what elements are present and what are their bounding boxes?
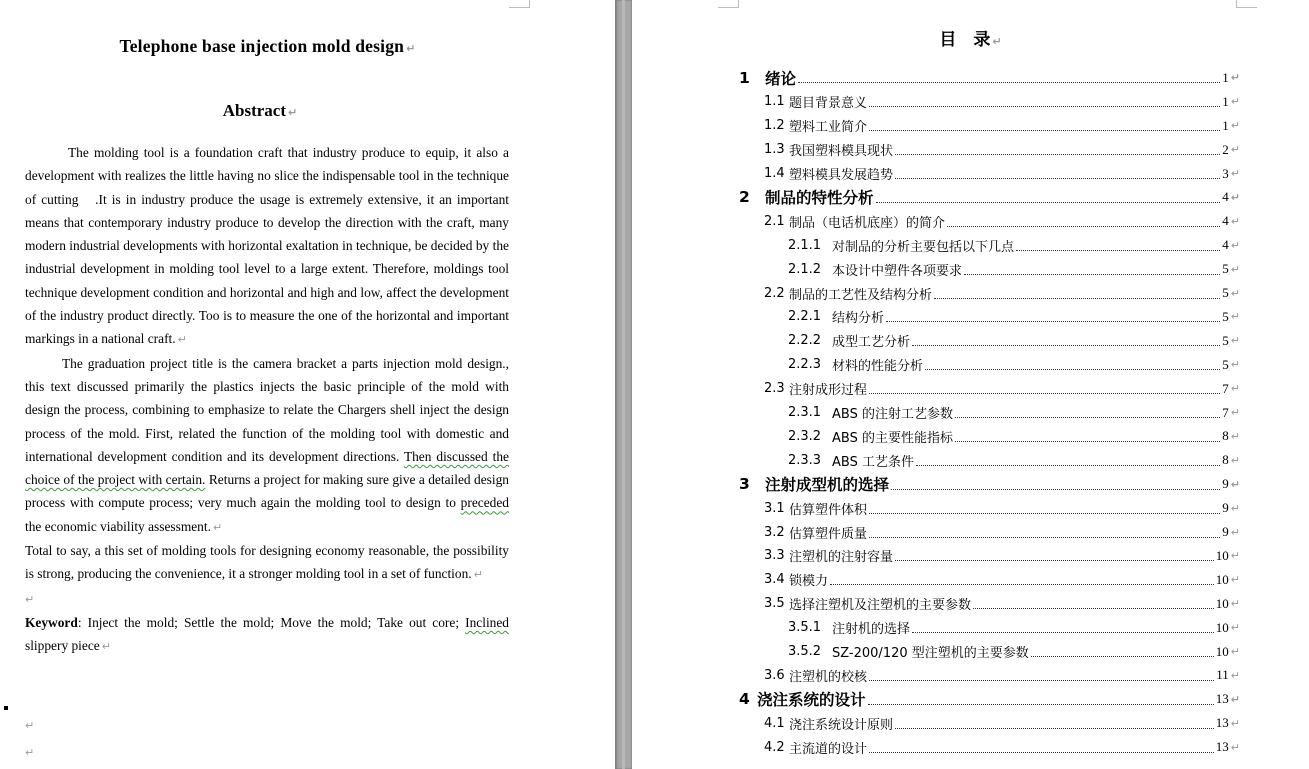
toc-entry-title: 本设计中塑件各项要求 bbox=[832, 263, 963, 279]
toc-entry[interactable] bbox=[788, 448, 1240, 472]
toc-dot-leader bbox=[876, 202, 1221, 203]
toc-dot-leader bbox=[955, 441, 1220, 442]
toc-entry-title: 制品的工艺性及结构分析 bbox=[789, 287, 933, 303]
empty-paragraph: ↵ bbox=[25, 746, 35, 759]
toc-page-number: 4 bbox=[1222, 237, 1229, 253]
toc-page-number: 7 bbox=[1222, 380, 1229, 396]
paragraph-mark: ↵ bbox=[1230, 429, 1240, 443]
paragraph-mark: ↵ bbox=[1230, 214, 1240, 228]
toc-entry[interactable] bbox=[788, 329, 1240, 353]
paragraph-mark: ↵ bbox=[1230, 167, 1240, 181]
toc-entry-number: 3.5.2 bbox=[788, 644, 822, 660]
toc-dot-leader bbox=[869, 752, 1214, 753]
toc-entry-title: ABS 工艺条件 bbox=[832, 454, 914, 470]
toc-entry[interactable] bbox=[788, 353, 1240, 377]
toc-dot-leader bbox=[1031, 656, 1214, 657]
right-document-page[interactable] bbox=[632, 0, 1309, 769]
toc-page-number: 3 bbox=[1222, 165, 1229, 181]
toc-entry[interactable] bbox=[764, 377, 1240, 401]
page-gap bbox=[615, 0, 632, 769]
toc-entry-number: 3.1 bbox=[764, 500, 785, 516]
toc-dot-leader bbox=[912, 345, 1220, 346]
toc-page-number: 13 bbox=[1215, 739, 1229, 755]
toc-page-number: 5 bbox=[1222, 332, 1229, 348]
toc-entry-title: ABS 的注射工艺参数 bbox=[832, 407, 953, 423]
toc-entry-number: 2.3.3 bbox=[788, 452, 822, 468]
toc-entry[interactable] bbox=[764, 496, 1240, 520]
toc-entry[interactable] bbox=[764, 520, 1240, 544]
toc-entry-title: 主流道的设计 bbox=[789, 741, 868, 757]
paragraph-mark: ↵ bbox=[1230, 692, 1240, 706]
toc-page-number: 8 bbox=[1222, 428, 1229, 444]
paragraph-mark: ↵ bbox=[1230, 525, 1240, 539]
toc-dot-leader bbox=[934, 298, 1220, 299]
toc-entry-title: 制品（电话机底座）的简介 bbox=[789, 215, 946, 231]
paragraph-mark: ↵ bbox=[1230, 382, 1240, 396]
page-corner-mark bbox=[509, 0, 530, 8]
toc-dot-leader bbox=[947, 226, 1220, 227]
toc-page-number: 1 bbox=[1222, 93, 1229, 109]
page-corner-mark bbox=[718, 0, 739, 8]
paragraph-mark: ↵ bbox=[1230, 501, 1240, 515]
toc-dot-leader bbox=[895, 560, 1214, 561]
toc-page-number: 5 bbox=[1222, 285, 1229, 301]
toc-entry-title: 塑料工业简介 bbox=[789, 120, 868, 136]
toc-entry[interactable] bbox=[764, 281, 1240, 305]
toc-entry-number: 2.1.2 bbox=[788, 261, 822, 277]
toc-dot-leader bbox=[830, 584, 1214, 585]
toc-page-number: 11 bbox=[1216, 667, 1229, 683]
toc-dot-leader bbox=[798, 82, 1220, 83]
toc-entry-title: ABS 的主要性能指标 bbox=[832, 430, 953, 446]
paragraph-mark: ↵ bbox=[1230, 143, 1240, 157]
paragraph-mark: ↵ bbox=[1230, 238, 1240, 252]
page-corner-mark bbox=[1236, 0, 1257, 8]
toc-entry-title: 注射成型机的选择 bbox=[765, 476, 890, 495]
toc-entry[interactable] bbox=[764, 90, 1240, 114]
paragraph-mark: ↵ bbox=[1230, 740, 1240, 754]
toc-page-number: 10 bbox=[1215, 595, 1229, 611]
paragraph-mark: ↵ bbox=[1230, 716, 1240, 730]
toc-entry[interactable] bbox=[739, 186, 1240, 210]
toc-entry-number: 1.1 bbox=[764, 94, 785, 110]
toc-page-number: 5 bbox=[1222, 356, 1229, 372]
toc-page-number: 10 bbox=[1215, 643, 1229, 659]
toc-entry-number: 2.1 bbox=[764, 213, 785, 229]
grammar-flag: preceded bbox=[460, 495, 509, 511]
toc-dot-leader bbox=[891, 489, 1220, 490]
toc-entry-title: 锁模力 bbox=[789, 574, 829, 590]
toc-entry[interactable] bbox=[764, 114, 1240, 138]
toc-entry[interactable] bbox=[739, 687, 1240, 711]
toc-entry[interactable] bbox=[764, 568, 1240, 592]
toc-dot-leader bbox=[925, 369, 1220, 370]
toc-page-number: 1 bbox=[1222, 69, 1229, 85]
keywords-paragraph: Keyword: Inject the mold; Settle the mold; Move the mold; Take out core; Inclined slippery piece ↵ bbox=[25, 614, 509, 654]
toc-entry-number: 4.2 bbox=[764, 739, 785, 755]
toc-page-number: 7 bbox=[1222, 404, 1229, 420]
toc-dot-leader bbox=[973, 608, 1214, 609]
toc-dot-leader bbox=[869, 106, 1220, 107]
toc-entry-title: 材料的性能分析 bbox=[832, 359, 924, 375]
toc-dot-leader bbox=[869, 393, 1220, 394]
toc-entry[interactable] bbox=[764, 138, 1240, 162]
toc-page-number: 5 bbox=[1222, 261, 1229, 277]
toc-entry-title: 估算塑件体积 bbox=[789, 502, 868, 518]
toc-page-number: 2 bbox=[1222, 141, 1229, 157]
toc-page-number: 10 bbox=[1215, 547, 1229, 563]
toc-entry-number: 2.2.2 bbox=[788, 333, 822, 349]
toc-entry-number: 3.5.1 bbox=[788, 620, 822, 636]
toc-dot-leader bbox=[869, 130, 1220, 131]
toc-entry-number: 1.4 bbox=[764, 166, 785, 182]
toc-dot-leader bbox=[955, 417, 1220, 418]
toc-entry-number: 3 bbox=[739, 475, 750, 494]
empty-paragraph: ↵ bbox=[25, 719, 35, 732]
toc-entry-number: 1.3 bbox=[764, 142, 785, 158]
bullet-marker bbox=[4, 706, 8, 710]
paragraph-mark: ↵ bbox=[1230, 645, 1240, 659]
grammar-flag: Then discussed the choice of the project with certain. bbox=[25, 448, 509, 488]
toc-entry-title: 对制品的分析主要包括以下几点 bbox=[832, 239, 1015, 255]
toc-page-number: 5 bbox=[1222, 308, 1229, 324]
paragraph-mark: ↵ bbox=[1230, 310, 1240, 324]
toc-page-number: 4 bbox=[1222, 213, 1229, 229]
toc-entry-title: 选择注塑机及注塑机的主要参数 bbox=[789, 598, 972, 614]
toc-entry-title: 题目背景意义 bbox=[789, 96, 868, 112]
toc-entry[interactable] bbox=[788, 425, 1240, 449]
toc-dot-leader bbox=[869, 537, 1220, 538]
toc-entry-title: 注射机的选择 bbox=[832, 622, 911, 638]
paragraph-mark: ↵ bbox=[1230, 358, 1240, 372]
toc-entry[interactable] bbox=[788, 257, 1240, 281]
paragraph-mark: ↵ bbox=[1230, 95, 1240, 109]
toc-dot-leader bbox=[916, 465, 1220, 466]
abstract-paragraph-3: Total to say, a this set of molding tools for designing economy reasonable, the possibility is strong, producing the convenience, it a stronger molding tool in a set of function. ↵ bbox=[25, 543, 509, 582]
toc-entry[interactable] bbox=[764, 209, 1240, 233]
toc-entry-number: 1 bbox=[739, 68, 750, 87]
left-document-page[interactable] bbox=[0, 0, 615, 769]
paragraph-mark: ↵ bbox=[1230, 406, 1240, 420]
toc-entry[interactable] bbox=[788, 640, 1240, 664]
toc-dot-leader bbox=[1016, 250, 1220, 251]
paragraph-mark: ↵ bbox=[1230, 549, 1240, 563]
toc-entry-number: 1.2 bbox=[764, 118, 785, 134]
toc-entry[interactable] bbox=[764, 162, 1240, 186]
keyword-label: Keyword bbox=[25, 614, 78, 630]
toc-entry[interactable] bbox=[788, 401, 1240, 425]
toc-entry-number: 3.4 bbox=[764, 572, 785, 588]
toc-dot-leader bbox=[886, 321, 1220, 322]
abstract-heading: Abstract ↵ bbox=[222, 101, 298, 120]
toc-entry-number: 2.3.2 bbox=[788, 428, 822, 444]
paragraph-mark: ↵ bbox=[1230, 573, 1240, 587]
toc-entry-number: 3.6 bbox=[764, 667, 785, 683]
toc-entry[interactable] bbox=[764, 711, 1240, 735]
paragraph-mark: ↵ bbox=[1230, 262, 1240, 276]
paragraph-mark: ↵ bbox=[1230, 621, 1240, 635]
abstract-paragraph-1: The molding tool is a foundation craft that industry produce to equip, it also a development with realizes the little having no slice the indispensable tool in the technique of cutting .It is in industry produce the usage is extremely extensive, it an important means that contemporary industry produce to develop the direction with the craft, many modern industrial developments with horizontal exaltation in technique, be decided by the industrial development in molding tool level to a large extent. Therefore, moldings tool technique development condition and horizontal and high and low, affect the development of the industry product directly. Too is to measure the one of the horizontal and important markings in a national craft. ↵ bbox=[25, 145, 509, 347]
toc-entry-number: 3.3 bbox=[764, 548, 785, 564]
toc-dot-leader bbox=[895, 154, 1220, 155]
paragraph-mark: ↵ bbox=[1230, 477, 1240, 491]
toc-entry[interactable] bbox=[739, 472, 1240, 496]
toc-dot-leader bbox=[869, 680, 1214, 681]
toc-dot-leader bbox=[869, 513, 1220, 514]
toc-entry-title: 注射成形过程 bbox=[789, 383, 868, 399]
toc-entry-title: 制品的特性分析 bbox=[765, 189, 874, 208]
toc-dot-leader bbox=[895, 178, 1220, 179]
toc-page-number: 10 bbox=[1215, 571, 1229, 587]
toc-entry-number: 4 bbox=[739, 690, 750, 709]
toc-dot-leader bbox=[964, 274, 1220, 275]
toc-page-number: 9 bbox=[1222, 500, 1229, 516]
toc-entry-title: 估算塑件质量 bbox=[789, 526, 868, 542]
toc-entry[interactable] bbox=[764, 592, 1240, 616]
toc-dot-leader bbox=[868, 704, 1214, 705]
toc-page-number: 4 bbox=[1222, 189, 1229, 205]
toc-entry-number: 3.2 bbox=[764, 524, 785, 540]
toc-entry[interactable] bbox=[788, 233, 1240, 257]
toc-entry-title: 浇注系统设计原则 bbox=[789, 717, 894, 733]
abstract-paragraph-2: The graduation project title is the camera bracket a parts injection mold design., this text discussed primarily the plastics injects the basic principle of the mold with design the process, combining to emphasize to relate the Chargers shell inject the design process of the mold. First, related the function of the molding tool with domestic and international development condition and its development directions. Then discussed the choice of the project with certain. Returns a project for making sure give a detailed design process with compute process; very much again the molding tool to design to preceded the economic viability assessment. ↵ bbox=[25, 355, 509, 534]
abstract-body[interactable] bbox=[25, 141, 509, 659]
empty-paragraph: ↵ bbox=[25, 592, 35, 606]
toc-page-number: 13 bbox=[1215, 715, 1229, 731]
toc-entry[interactable] bbox=[739, 66, 1240, 90]
toc-entry[interactable] bbox=[764, 544, 1240, 568]
toc-entry-title: 结构分析 bbox=[832, 311, 885, 327]
toc-entry[interactable] bbox=[788, 305, 1240, 329]
document-title: Telephone base injection mold design ↵ bbox=[119, 36, 416, 56]
toc-entry[interactable] bbox=[764, 735, 1240, 759]
toc-page-number: 1 bbox=[1222, 117, 1229, 133]
toc-dot-leader bbox=[912, 632, 1214, 633]
toc-entry-title: 我国塑料模具现状 bbox=[789, 144, 894, 160]
paragraph-mark: ↵ bbox=[1230, 190, 1240, 204]
paragraph-mark: ↵ bbox=[1230, 119, 1240, 133]
paragraph-mark: ↵ bbox=[1230, 453, 1240, 467]
grammar-flag: Inclined bbox=[465, 614, 509, 630]
paragraph-mark: ↵ bbox=[1230, 597, 1240, 611]
toc-entry-number: 2.3.1 bbox=[788, 405, 822, 421]
toc-entry-number: 2.1.1 bbox=[788, 237, 822, 253]
toc-entry-title: 浇注系统的设计 bbox=[757, 691, 866, 710]
toc-entry-number: 2.2 bbox=[764, 285, 785, 301]
toc-title: 目 录 ↵ bbox=[939, 30, 1002, 50]
toc-entry-number: 3.5 bbox=[764, 596, 785, 612]
toc-entry-title: SZ-200/120 型注塑机的主要参数 bbox=[832, 646, 1029, 662]
toc-entry-number: 2.2.3 bbox=[788, 357, 822, 373]
toc-entry-title: 绪论 bbox=[765, 69, 797, 88]
toc-entry-number: 4.1 bbox=[764, 715, 785, 731]
toc-entry-number: 2 bbox=[739, 188, 750, 207]
toc-page-number: 10 bbox=[1215, 619, 1229, 635]
toc-entry[interactable] bbox=[764, 664, 1240, 688]
toc-entry-number: 2.2.1 bbox=[788, 309, 822, 325]
toc-page-number: 9 bbox=[1222, 524, 1229, 540]
paragraph-mark: ↵ bbox=[1230, 286, 1240, 300]
paragraph-mark: ↵ bbox=[1230, 668, 1240, 682]
toc-page-number: 8 bbox=[1222, 452, 1229, 468]
toc-dot-leader bbox=[895, 728, 1214, 729]
paragraph-mark: ↵ bbox=[1230, 334, 1240, 348]
toc-entry-number: 2.3 bbox=[764, 381, 785, 397]
toc-page-number: 9 bbox=[1222, 476, 1229, 492]
toc-entry-title: 注塑机的校核 bbox=[789, 669, 868, 685]
toc-page-number: 13 bbox=[1215, 691, 1229, 707]
paragraph-mark: ↵ bbox=[1230, 71, 1240, 85]
toc-entry-title: 注塑机的注射容量 bbox=[789, 550, 894, 566]
toc-entry-title: 塑料模具发展趋势 bbox=[789, 168, 894, 184]
toc-entry-title: 成型工艺分析 bbox=[832, 335, 911, 351]
toc-entry[interactable] bbox=[788, 616, 1240, 640]
